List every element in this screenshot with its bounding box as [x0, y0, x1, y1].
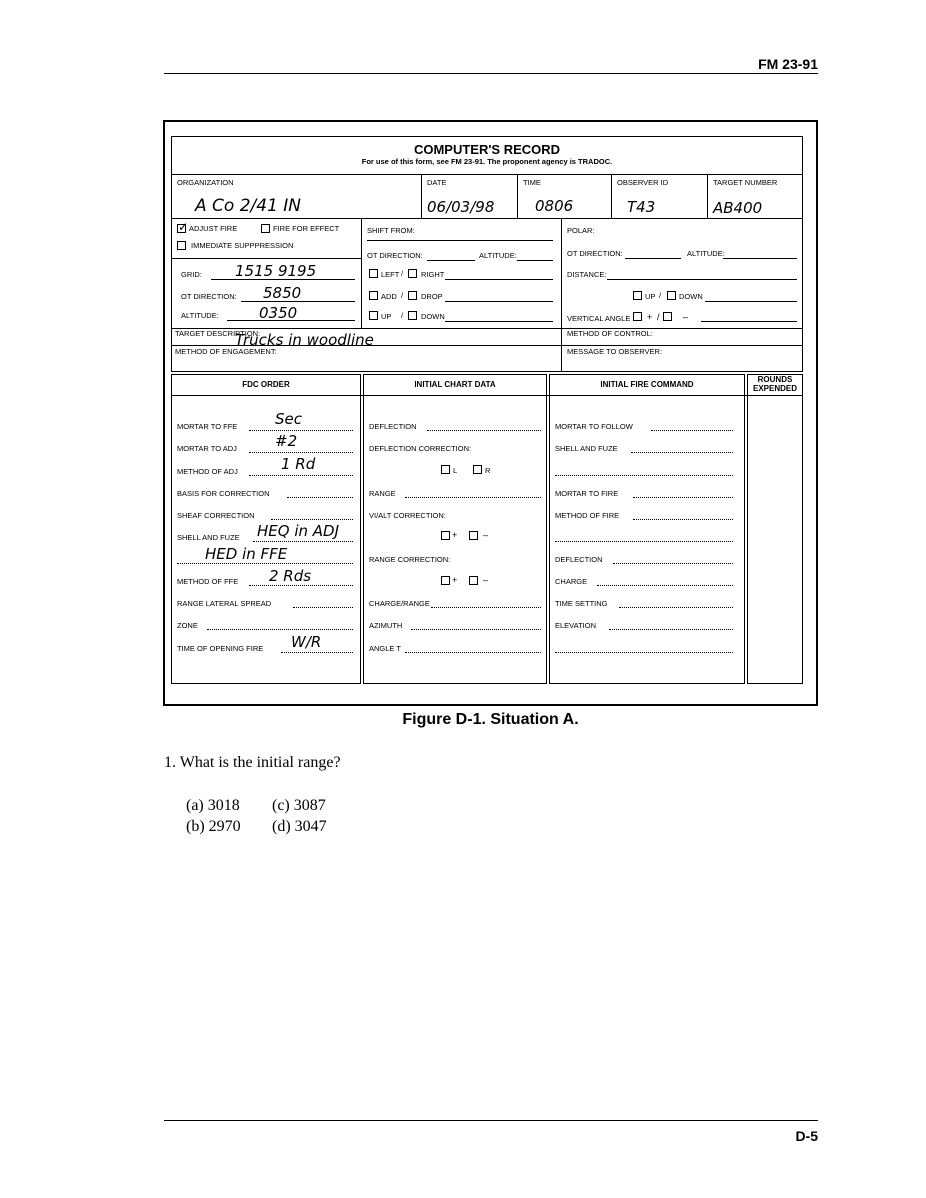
label-immediate-suppression: IMMEDIATE SUPPPRESSION	[191, 241, 294, 250]
value-observer-id: T43	[627, 198, 656, 216]
fire-row-label: DEFLECTION	[555, 555, 603, 564]
fdc-row-label: BASIS FOR CORRECTION	[177, 489, 270, 498]
section-initial-fire-command: INITIAL FIRE COMMAND	[600, 380, 694, 389]
label-fire-for-effect: FIRE FOR EFFECT	[273, 224, 340, 233]
fdc-row-value: HEQ in ADJ	[257, 522, 340, 540]
label-time: TIME	[523, 178, 541, 187]
va-minus-checkbox[interactable]	[663, 312, 672, 321]
section-rounds: ROUNDS	[757, 375, 793, 384]
label-grid: GRID:	[181, 270, 202, 279]
label-ot-direction-mid: OT DIRECTION:	[367, 251, 423, 260]
label-method-of-control: METHOD OF CONTROL:	[567, 329, 653, 338]
fdc-row-label: METHOD OF ADJ	[177, 467, 238, 476]
value-ot-direction: 5850	[263, 284, 302, 302]
label-ot-direction: OT DIRECTION:	[181, 292, 237, 301]
fdc-row-label: MORTAR TO ADJ	[177, 444, 237, 453]
plus-sign: +	[647, 312, 653, 322]
fdc-row-label: ZONE	[177, 621, 198, 630]
minus-sign: –	[483, 575, 489, 585]
drop-checkbox[interactable]	[408, 291, 417, 300]
range-minus-checkbox[interactable]	[469, 576, 478, 585]
fire-for-effect-checkbox[interactable]	[261, 224, 270, 233]
header-rule	[164, 73, 818, 74]
chart-angle-t: ANGLE T	[369, 644, 401, 653]
down-checkbox[interactable]	[408, 311, 417, 320]
label-up-right: UP	[645, 292, 656, 301]
footer-rule	[164, 1120, 818, 1121]
form-title: COMPUTER'S RECORD	[413, 142, 561, 157]
label-message-to-observer: MESSAGE TO OBSERVER:	[567, 347, 663, 356]
adjust-fire-checkbox[interactable]	[177, 224, 186, 233]
page-header: FM 23-91	[758, 56, 818, 72]
section-expended: EXPENDED	[752, 384, 797, 393]
plus-sign: +	[452, 530, 458, 540]
label-target-description: TARGET DESCRIPTION:	[175, 329, 261, 338]
option-a: (a) 3018	[186, 797, 240, 814]
slash: /	[401, 291, 404, 300]
label-down: DOWN	[421, 312, 445, 321]
label-organization: ORGANIZATION	[177, 178, 234, 187]
fdc-row-label: SHEAF CORRECTION	[177, 511, 255, 520]
label-left: LEFT	[381, 270, 400, 279]
minus-sign: –	[683, 312, 689, 322]
figure-caption: Figure D-1. Situation A.	[402, 711, 579, 728]
value-time: 0806	[535, 197, 574, 215]
fdc-row-label: TIME OF OPENING FIRE	[177, 644, 264, 653]
label-drop: DROP	[421, 292, 443, 301]
fdc-row-value: #2	[275, 432, 298, 450]
label-date: DATE	[427, 178, 447, 187]
label-altitude-right: ALTITUDE:	[687, 249, 725, 258]
chart-deflection: DEFLECTION	[369, 422, 417, 431]
fire-row-label: SHELL AND FUZE	[555, 444, 618, 453]
initial-fire-command-box	[549, 374, 745, 684]
label-observer-id: OBSERVER ID	[617, 178, 669, 187]
chart-azimuth: AZIMUTH	[369, 621, 403, 630]
chart-range-correction: RANGE CORRECTION:	[369, 555, 451, 564]
va-plus-checkbox[interactable]	[633, 312, 642, 321]
deflection-l-checkbox[interactable]	[441, 465, 450, 474]
value-target-description: Trucks in woodline	[235, 331, 374, 349]
question-text: 1. What is the initial range?	[164, 754, 341, 771]
slash: /	[401, 311, 404, 320]
label-r: R	[485, 466, 491, 475]
slash: /	[659, 291, 662, 300]
up-right-checkbox[interactable]	[633, 291, 642, 300]
label-add: ADD	[381, 292, 397, 301]
plus-sign: +	[452, 575, 458, 585]
value-grid: 1515 9195	[235, 262, 317, 280]
fdc-row-value: 1 Rd	[281, 455, 316, 473]
label-adjust-fire: ADJUST FIRE	[189, 224, 238, 233]
chart-charge-range: CHARGE/RANGE	[369, 599, 430, 608]
section-fdc-order: FDC ORDER	[242, 380, 290, 389]
fire-row-label: MORTAR TO FIRE	[555, 489, 619, 498]
value-target-number: AB400	[713, 199, 763, 217]
label-down-right: DOWN	[679, 292, 703, 301]
label-method-of-engagement: METHOD OF ENGAGEMENT:	[175, 347, 277, 356]
chart-deflection-correction: DEFLECTION CORRECTION:	[369, 444, 472, 453]
label-polar: POLAR:	[567, 226, 595, 235]
value-altitude: 0350	[259, 304, 298, 322]
vi-minus-checkbox[interactable]	[469, 531, 478, 540]
add-checkbox[interactable]	[369, 291, 378, 300]
fdc-row-label: METHOD OF FFE	[177, 577, 239, 586]
label-altitude: ALTITUDE:	[181, 311, 219, 320]
fdc-row-label: MORTAR TO FFE	[177, 422, 238, 431]
section-initial-chart-data: INITIAL CHART DATA	[414, 380, 496, 389]
slash: /	[401, 269, 404, 278]
label-target-number: TARGET NUMBER	[713, 178, 778, 187]
chart-range: RANGE	[369, 489, 396, 498]
fdc-row-label: SHELL AND FUZE	[177, 533, 240, 542]
initial-chart-data-box	[363, 374, 547, 684]
figure-frame	[163, 120, 818, 706]
fire-row-label: ELEVATION	[555, 621, 596, 630]
option-d: (d) 3047	[272, 818, 327, 835]
left-checkbox[interactable]	[369, 269, 378, 278]
up-checkbox[interactable]	[369, 311, 378, 320]
fire-row-label: TIME SETTING	[555, 599, 608, 608]
value-date: 06/03/98	[427, 198, 495, 216]
down-right-checkbox[interactable]	[667, 291, 676, 300]
fdc-row-value: Sec	[275, 410, 302, 428]
range-plus-checkbox[interactable]	[441, 576, 450, 585]
option-c: (c) 3087	[272, 797, 326, 814]
option-b: (b) 2970	[186, 818, 241, 835]
chart-vi-alt-correction: VI/ALT CORRECTION:	[369, 511, 446, 520]
page-number: D-5	[795, 1128, 818, 1144]
rounds-expended-box	[747, 374, 803, 684]
minus-sign: –	[483, 530, 489, 540]
label-shift-from: SHIFT FROM:	[367, 226, 415, 235]
right-checkbox[interactable]	[408, 269, 417, 278]
fire-row-label: METHOD OF FIRE	[555, 511, 620, 520]
label-l: L	[453, 466, 458, 475]
fire-row-label: MORTAR TO FOLLOW	[555, 422, 633, 431]
slash: /	[657, 312, 660, 322]
fire-row-label: CHARGE	[555, 577, 588, 586]
label-distance: DISTANCE:	[567, 270, 607, 279]
value-organization: A Co 2/41 IN	[195, 196, 302, 216]
immediate-suppression-checkbox[interactable]	[177, 241, 186, 250]
form-subtitle: For use of this form, see FM 23-91. The proponent agency is TRADOC.	[361, 157, 613, 166]
label-right: RIGHT	[421, 270, 445, 279]
deflection-r-checkbox[interactable]	[473, 465, 482, 474]
fdc-row-label: RANGE LATERAL SPREAD	[177, 599, 272, 608]
label-ot-direction-right: OT DIRECTION:	[567, 249, 623, 258]
label-vertical-angle: VERTICAL ANGLE	[567, 314, 631, 323]
fdc-row-value: 2 Rds	[269, 567, 312, 585]
vi-plus-checkbox[interactable]	[441, 531, 450, 540]
fdc-row-value: W/R	[291, 633, 322, 651]
label-altitude-mid: ALTITUDE:	[479, 251, 517, 260]
fdc-row-value: HED in FFE	[205, 545, 288, 563]
label-up: UP	[381, 312, 392, 321]
